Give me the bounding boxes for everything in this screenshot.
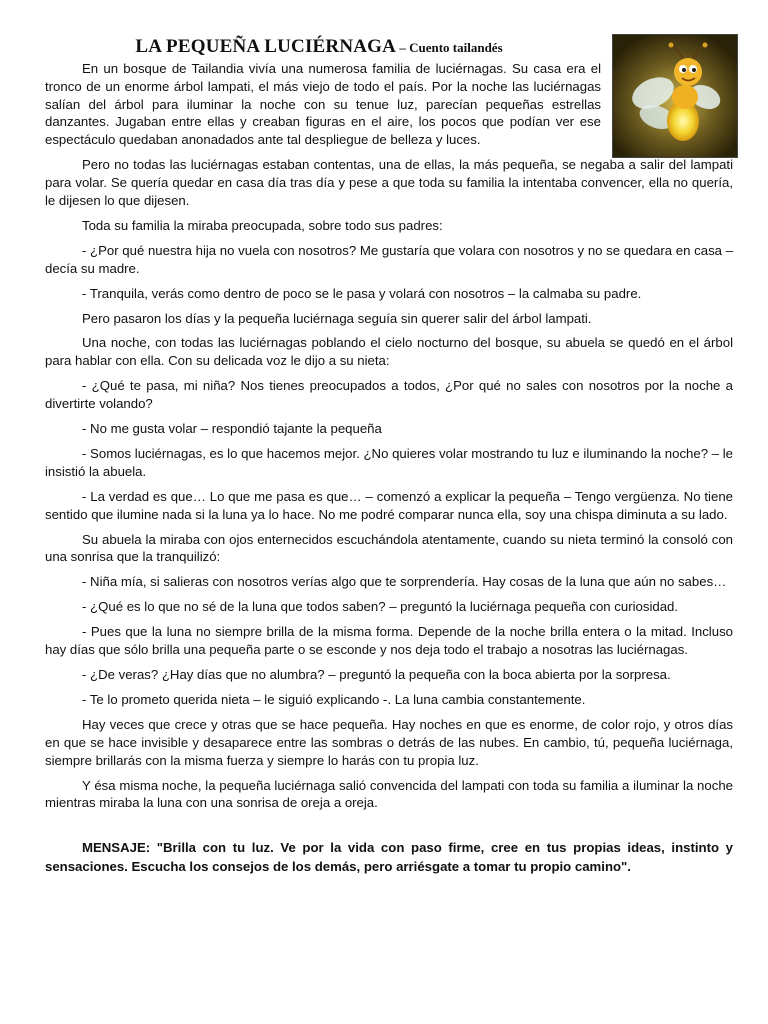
paragraph: - Pues que la luna no siempre brilla de la misma forma. Depende de la noche brilla entera o la mitad. Incluso hay días que sólo brilla una pequeña parte o se esconde y nos deja todo el trabajo a nosotras las luciérnagas. bbox=[45, 624, 733, 658]
paragraph: Pero pasaron los días y la pequeña luciérnaga seguía sin querer salir del árbol lampati. bbox=[82, 310, 592, 326]
paragraph: Hay veces que crece y otras que se hace pequeña. Hay noches en que es enorme, de color rojo, y otros días en que se hace invisible y desaparece entre las sombras o detrás de las nubes. En cambio, tú, pequeña luciérnaga, siempre brillarás con la misma fuerza y siempre lo harás con tu propia luz. bbox=[45, 717, 733, 768]
moral-message: MENSAJE: "Brilla con tu luz. Ve por la vida con paso firme, cree en tus propias ideas, instinto y sensaciones. Escucha los consejos de los demás, pero arriésgate a tomar tu propio camino". bbox=[45, 840, 733, 875]
story-page bbox=[45, 30, 733, 889]
story-body bbox=[45, 60, 733, 812]
paragraph: - Te lo prometo querida nieta – le siguió explicando -. La luna cambia constantemente. bbox=[82, 692, 586, 708]
paragraph: - La verdad es que… Lo que me pasa es que… – comenzó a explicar la pequeña – Tengo vergüenza. No tiene sentido que ilumine nada si la luna ya lo hace. No me podré comparar nunca ella, soy una chispa diminuta a su lado. bbox=[45, 488, 733, 522]
paragraph: En un bosque de Tailandia vivía una numerosa familia de luciérnagas. Su casa era el tronco de un enorme árbol lampati, el más viejo de todo el país. Por la noche las luciérnagas salían del árbol para iluminar la noche con su tenue luz, parecían pequeñas estrellas danzantes. Jugaban entre ellas y creaban figuras en el aire, los pocos que podían ver ese espectáculo quedaban anonadados ante tal despliegue de belleza y luces. bbox=[45, 61, 601, 148]
firefly-cartoon-icon bbox=[612, 34, 738, 158]
paragraph: Y ésa misma noche, la pequeña luciérnaga salió convencida del lampati con toda su familia a iluminar la noche mientras miraba la luna con una sonrisa de oreja a oreja. bbox=[45, 777, 733, 811]
paragraph: Toda su familia la miraba preocupada, sobre todo sus padres: bbox=[82, 217, 443, 233]
paragraph: Una noche, con todas las luciérnagas poblando el cielo nocturno del bosque, su abuela se quedó en el árbol para hablar con ella. Con su delicada voz le dijo a su nieta: bbox=[45, 335, 733, 369]
paragraph: - Tranquila, verás como dentro de poco se le pasa y volará con nosotros – la calmaba su padre. bbox=[82, 285, 642, 301]
paragraph: - ¿Qué te pasa, mi niña? Nos tienes preocupados a todos, ¿Por qué no sales con nosotros por la noche a divertirte volando? bbox=[45, 378, 733, 412]
paragraph: - Somos luciérnagas, es lo que hacemos mejor. ¿No quieres volar mostrando tu luz e iluminando la noche? – le insistió la abuela. bbox=[45, 446, 733, 479]
paragraph: - ¿Por qué nuestra hija no vuela con nosotros? Me gustaría que volara con nosotros y no se quedara en casa – decía su madre. bbox=[45, 242, 733, 276]
paragraph: - No me gusta volar – respondió tajante la pequeña bbox=[82, 421, 382, 437]
paragraph: - ¿Qué es lo que no sé de la luna que todos saben? – preguntó la luciérnaga pequeña con curiosidad. bbox=[82, 599, 679, 615]
paragraph: Su abuela la miraba con ojos enternecidos escuchándola atentamente, cuando su nieta terminó la consoló con una sonrisa que la tranquilizó: bbox=[45, 531, 733, 565]
title-subtitle: – Cuento tailandés bbox=[396, 40, 503, 55]
paragraph: - Niña mía, si salieras con nosotros verías algo que te sorprendería. Hay cosas de la luna que aún no sabes… bbox=[82, 574, 727, 590]
story-title bbox=[45, 36, 593, 58]
title-main: LA PEQUEÑA LUCIÉRNAGA bbox=[135, 36, 397, 57]
paragraph: - ¿De veras? ¿Hay días que no alumbra? – preguntó la pequeña con la boca abierta por la sorpresa. bbox=[82, 667, 671, 683]
paragraph: Pero no todas las luciérnagas estaban contentas, una de ellas, la más pequeña, se negaba a salir del lampati para volar. Se quería quedar en casa día tras día y pese a que toda su familia la intentaba convencer, ella no quería, le dijesen lo que dijesen. bbox=[45, 157, 733, 208]
